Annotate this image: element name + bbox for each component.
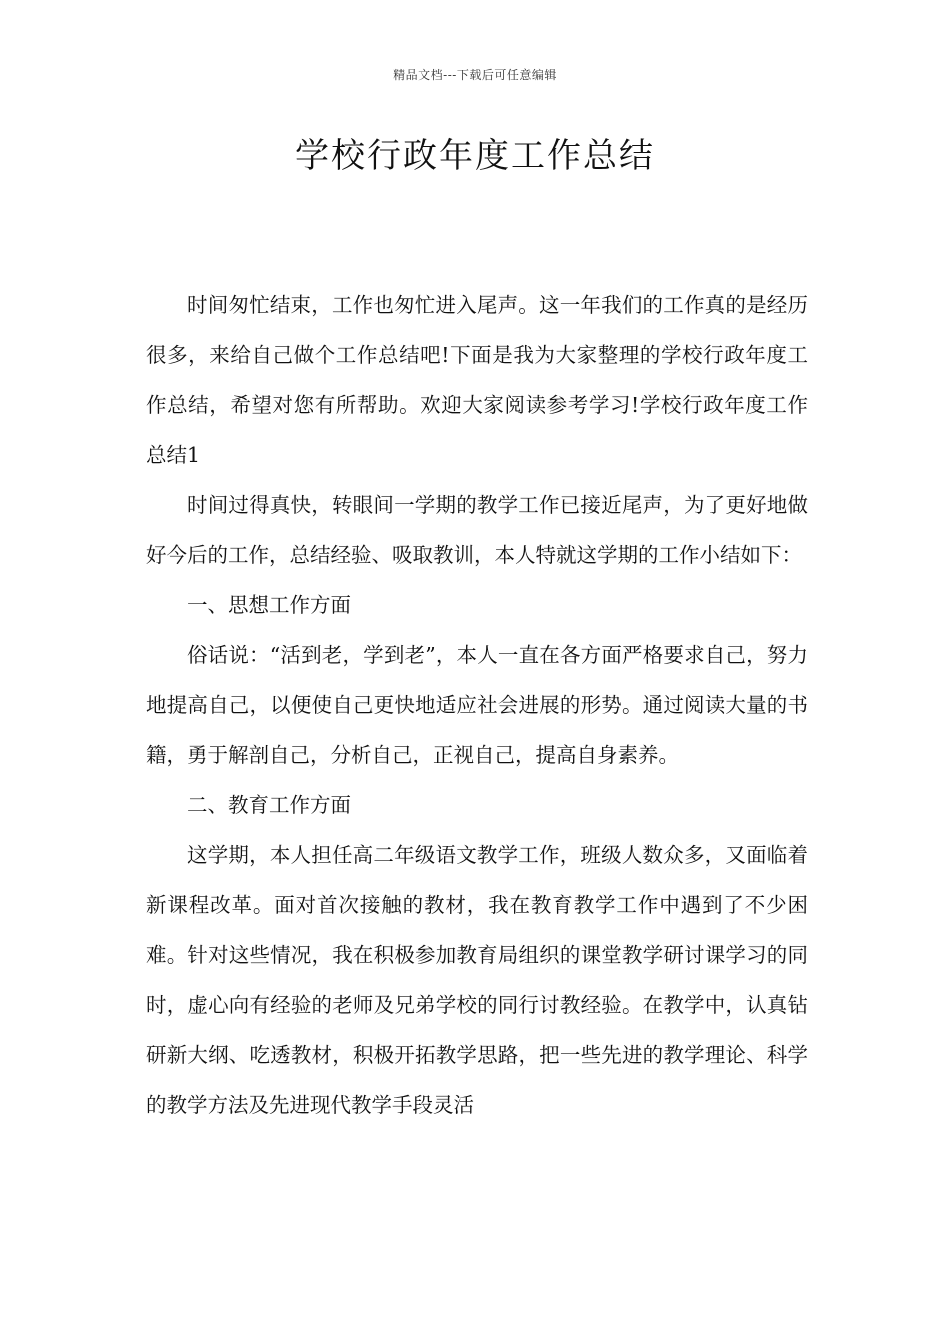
document-title: 学校行政年度工作总结 xyxy=(295,136,655,176)
section-heading-education: 二、教育工作方面 xyxy=(187,793,351,817)
opening-paragraph: 时间过得真快，转眼间一学期的教学工作已接近尾声，为了更好地做好今后的工作，总结经验、吸取教训，本人特就这学期的工作小结如下： xyxy=(146,493,808,567)
document-body xyxy=(146,280,808,1130)
section-heading-thought: 一、思想工作方面 xyxy=(187,593,351,617)
intro-paragraph: 时间匆忙结束，工作也匆忙进入尾声。这一年我们的工作真的是经历很多，来给自己做个工作总结吧!下面是我为大家整理的学校行政年度工作总结，希望对您有所帮助。欢迎大家阅读参考学习!学校行政年度工作总结1 xyxy=(146,293,808,467)
education-paragraph: 这学期，本人担任高二年级语文教学工作，班级人数众多，又面临着新课程改革。面对首次接触的教材，我在教育教学工作中遇到了不少困难。针对这些情况，我在积极参加教育局组织的课堂教学研讨课学习的同时，虚心向有经验的老师及兄弟学校的同行讨教经验。在教学中，认真钻研新大纲、吃透教材，积极开拓教学思路，把一些先进的教学理论、科学的教学方法及先进现代教学手段灵活 xyxy=(146,843,808,1117)
thought-paragraph: 俗话说：“活到老，学到老”，本人一直在各方面严格要求自己，努力地提高自己，以便使自己更快地适应社会进展的形势。通过阅读大量的书籍，勇于解剖自己，分析自己，正视自己，提高自身素养。 xyxy=(146,643,808,767)
header-note: 精品文档---下载后可任意编辑 xyxy=(393,68,557,82)
